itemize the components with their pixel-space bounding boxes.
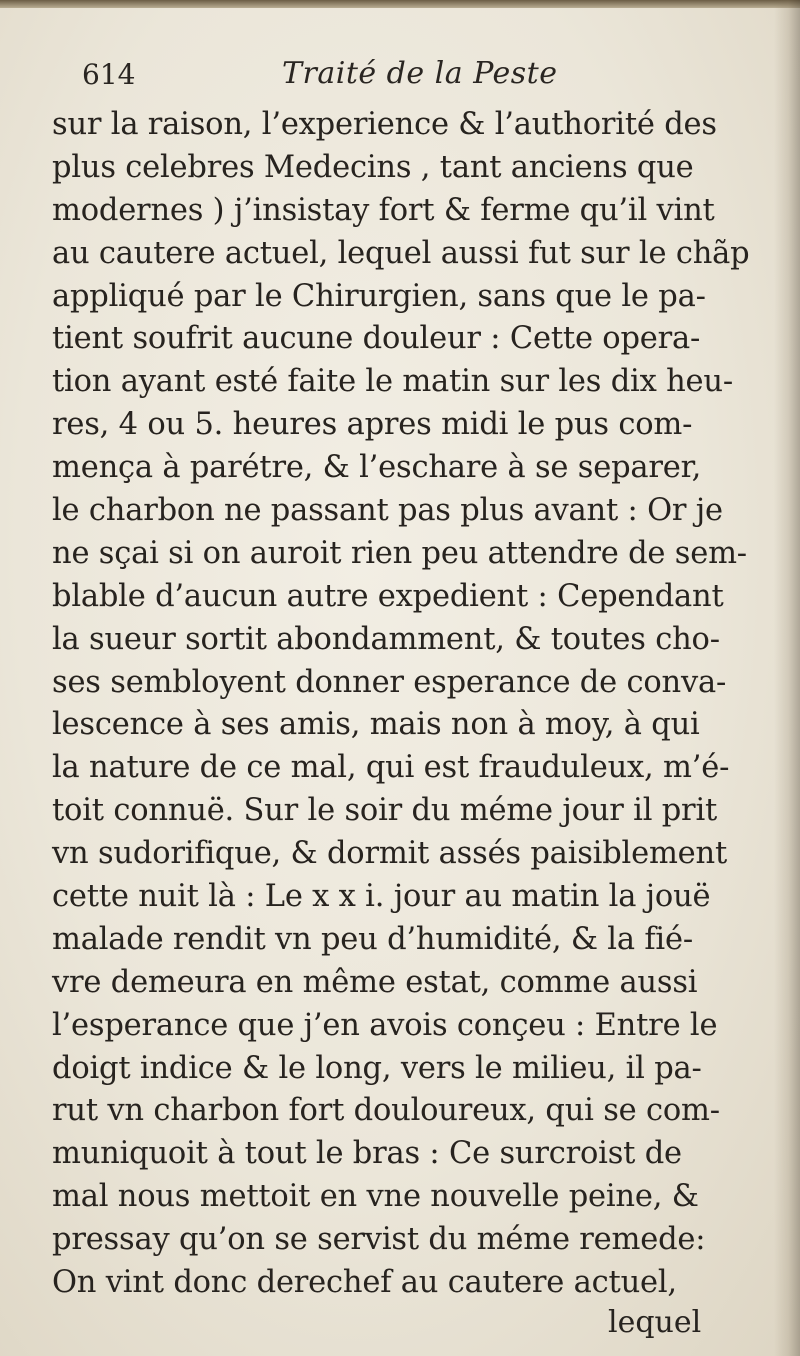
text-line: plus celebres Medecins , tant anciens que: [52, 149, 694, 185]
text-line: blable d’aucun autre expedient : Cependant: [52, 578, 724, 614]
text-line: cette nuit là : Le x x i. jour au matin la jouë: [52, 879, 711, 915]
body-text: [52, 104, 772, 1305]
page-gutter-shadow: [774, 0, 800, 1356]
text-line: res, 4 ou 5. heures apres midi le pus com-: [52, 407, 693, 443]
text-line: la nature de ce mal, qui est frauduleux, m’é-: [52, 750, 730, 786]
text-line: ses sembloyent donner esperance de conva-: [52, 664, 727, 700]
text-line: mença à parétre, & l’eschare à se separer,: [52, 450, 702, 486]
text-line: la sueur sortit abondamment, & toutes cho-: [52, 621, 720, 657]
text-line: On vint donc derechef au cautere actuel,: [52, 1265, 677, 1301]
text-line: malade rendit vn peu d’humidité, & la fié-: [52, 921, 693, 957]
text-line: ne sçai si on auroit rien peu attendre de sem-: [52, 535, 747, 571]
page-top-edge: [0, 0, 800, 8]
text-line: pressay qu’on se servist du méme remede:: [52, 1222, 706, 1258]
text-line: rut vn charbon fort douloureux, qui se com-: [52, 1093, 720, 1129]
text-line: vre demeura en même estat, comme aussi: [52, 964, 698, 1000]
text-line: vn sudorifique, & dormit assés paisiblement: [52, 836, 728, 872]
running-title: Traité de la Peste: [282, 56, 558, 91]
text-line: tion ayant esté faite le matin sur les dix heu-: [52, 364, 733, 400]
text-line: toit connuë. Sur le soir du méme jour il prit: [52, 793, 718, 829]
text-line: sur la raison, l’experience & l’authorité des: [52, 107, 717, 142]
text-line: l’esperance que j’en avois conçeu : Entre le: [52, 1007, 718, 1043]
page-number: 614: [82, 58, 136, 91]
text-line: au cautere actuel, lequel aussi fut sur le chãp: [52, 235, 750, 271]
text-line: doigt indice & le long, vers le milieu, il pa-: [52, 1050, 702, 1086]
text-line: muniquoit à tout le bras : Ce surcroist de: [52, 1136, 682, 1172]
text-line: appliqué par le Chirurgien, sans que le pa-: [52, 278, 706, 314]
text-line: modernes ) j’insistay fort & ferme qu’il vint: [52, 192, 715, 228]
text-line: mal nous mettoit en vne nouvelle peine, &: [52, 1179, 699, 1215]
text-line: tient soufrit aucune douleur : Cette opera-: [52, 321, 701, 357]
page-header: [82, 52, 742, 102]
catchword: lequel: [608, 1305, 702, 1340]
text-line: lescence à ses amis, mais non à moy, à qui: [52, 707, 700, 743]
text-line: le charbon ne passant pas plus avant : Or je: [52, 493, 723, 529]
